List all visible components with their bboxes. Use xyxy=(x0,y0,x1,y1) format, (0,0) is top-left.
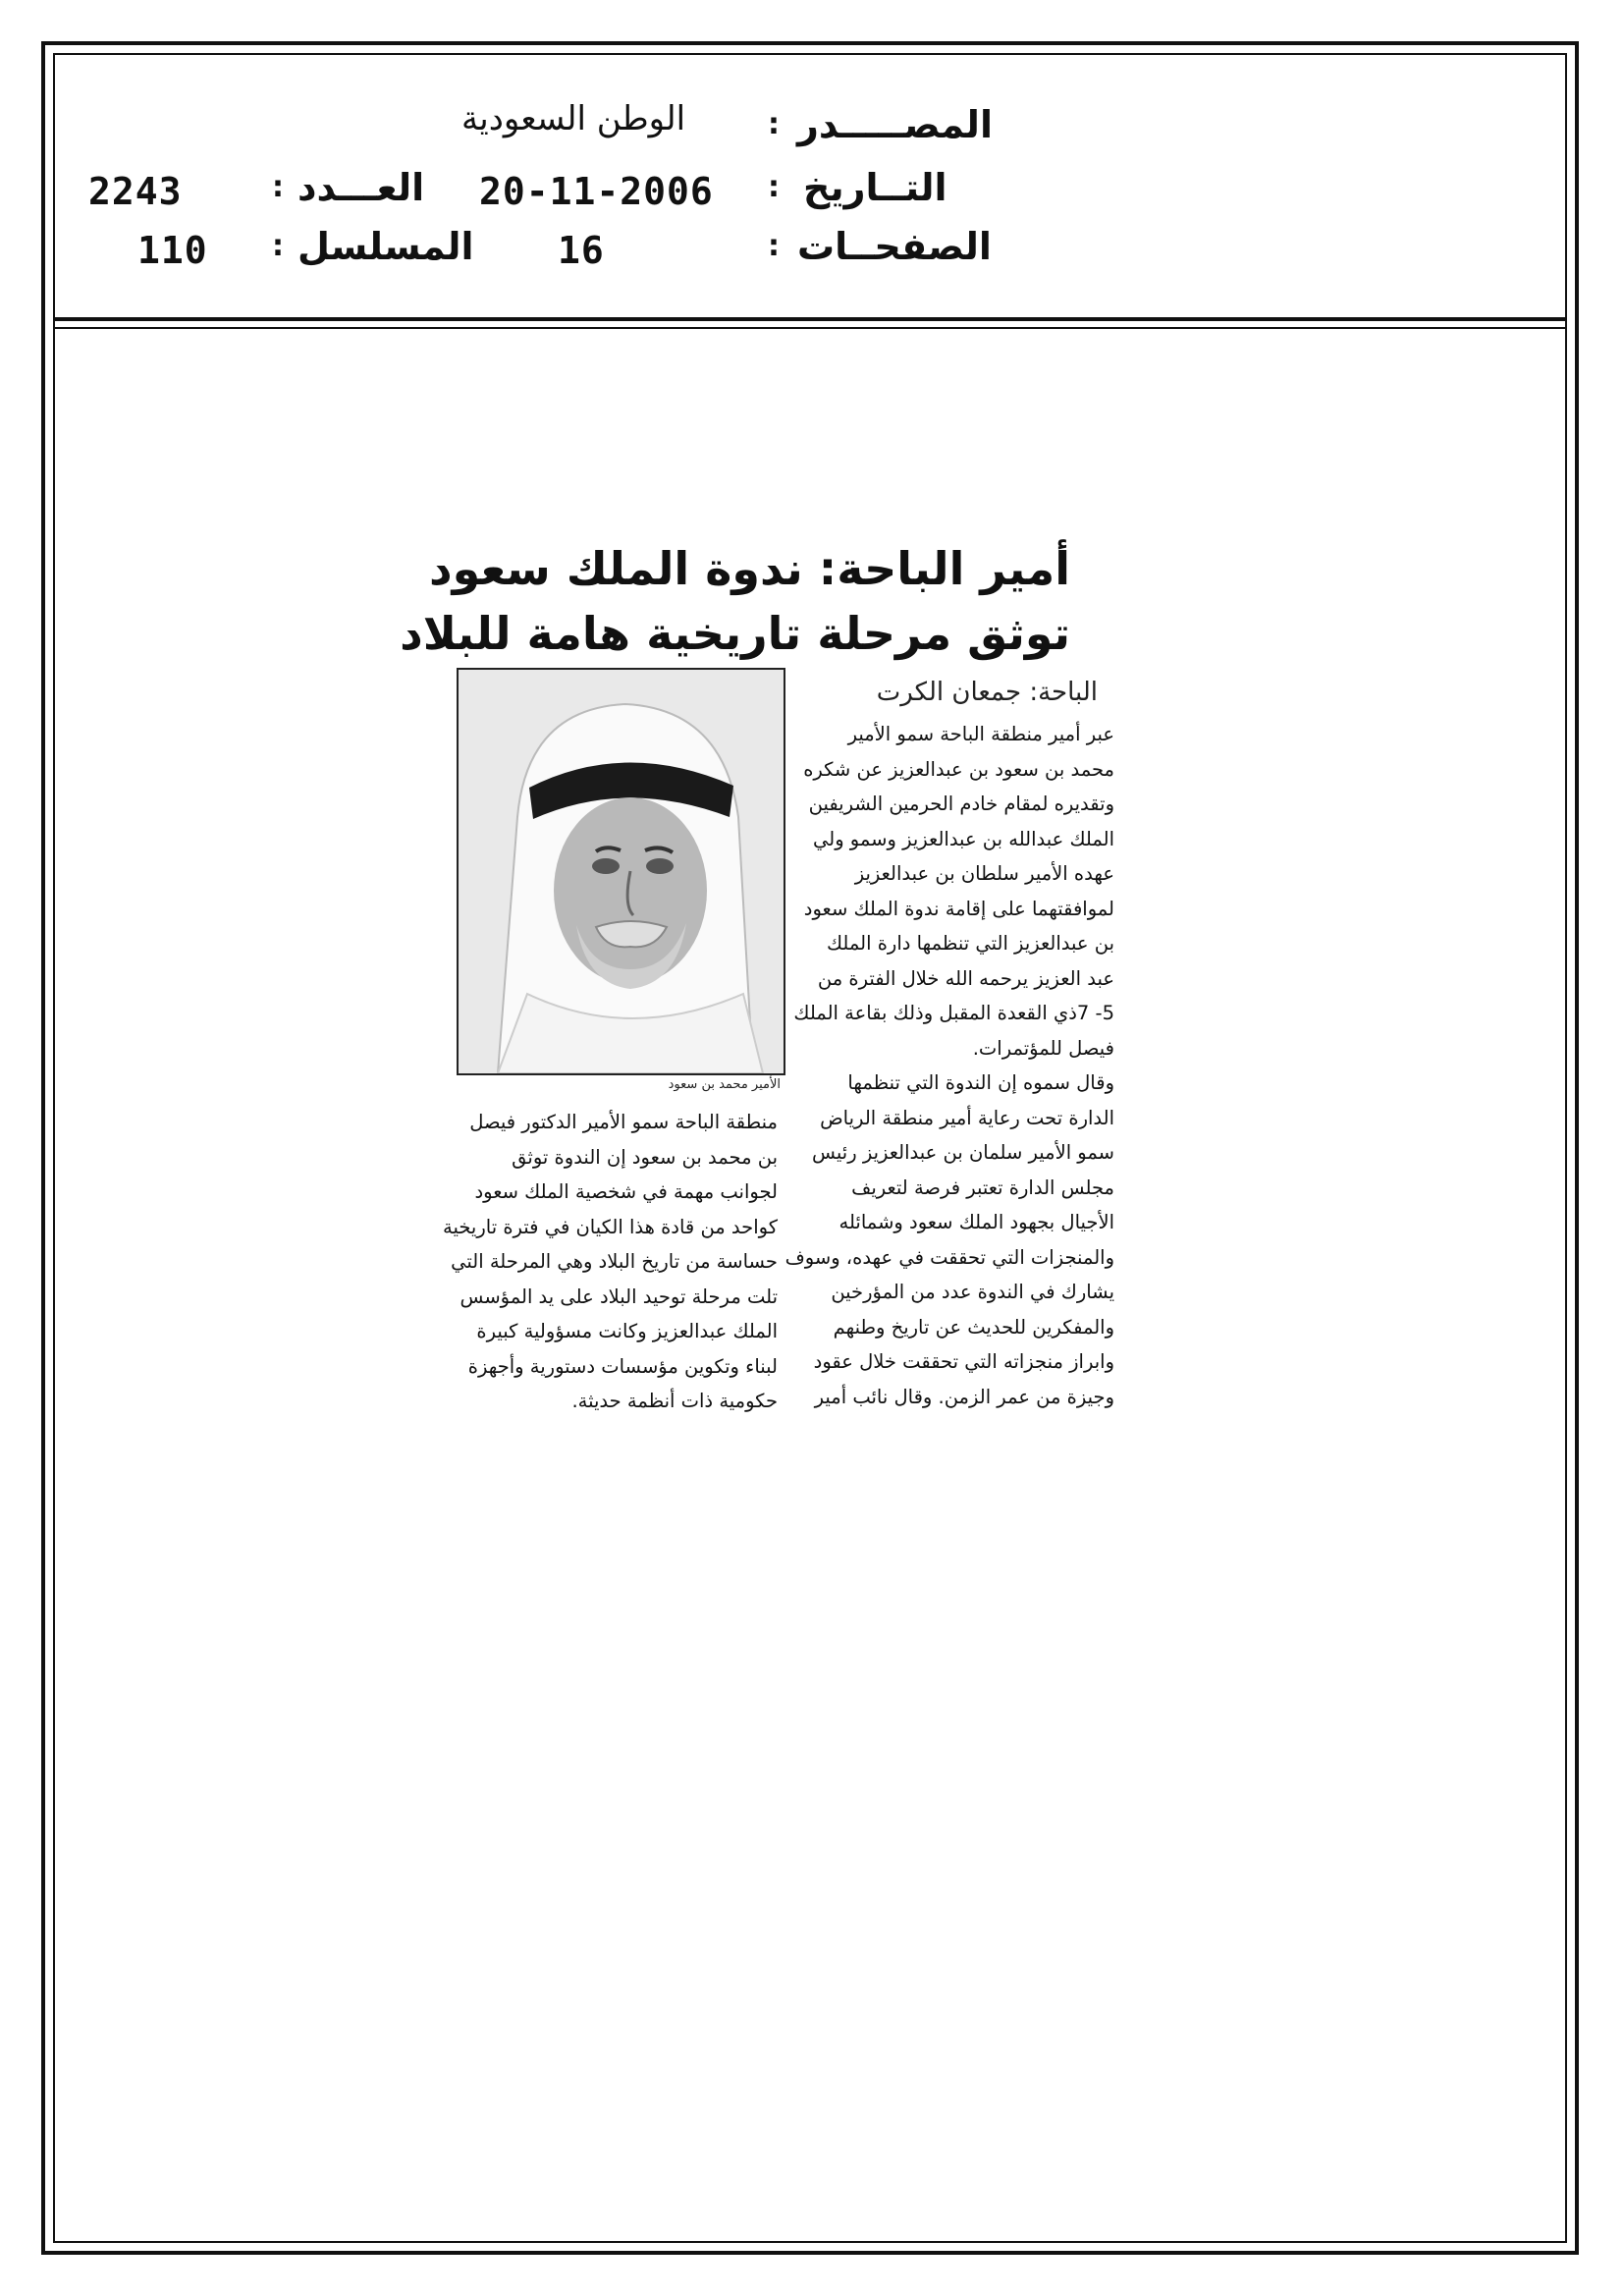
serial-colon: : xyxy=(272,229,284,263)
serial-value: 110 xyxy=(137,229,208,272)
column-line: حكومية ذات أنظمة حديثة. xyxy=(571,1390,778,1412)
source-value: الوطن السعودية xyxy=(461,99,686,138)
article-column-left xyxy=(442,1105,778,1419)
column-line: الملك عبدالعزيز وكانت مسؤولية كبيرة xyxy=(476,1320,778,1342)
pages-colon: : xyxy=(768,229,780,263)
column-line: كواحد من قادة هذا الكيان في فترة تاريخية xyxy=(442,1215,778,1238)
photo-caption: الأمير محمد بن سعود xyxy=(668,1077,781,1092)
column-line: لبناء وتكوين مؤسسات دستورية وأجهزة xyxy=(467,1354,778,1378)
column-line: عبر أمير منطقة الباحة سمو الأمير xyxy=(847,723,1114,745)
article-title-line1: أمير الباحة: ندوة الملك سعود xyxy=(429,542,1070,595)
column-line: بن عبدالعزيز التي تنظمها دارة الملك xyxy=(827,932,1114,955)
article-column-right xyxy=(784,717,1114,1414)
column-line: الملك عبدالله بن عبدالعزيز وسمو ولي xyxy=(813,827,1114,850)
column-line: وجيزة من عمر الزمن. وقال نائب أمير xyxy=(814,1385,1114,1408)
column-line: فيصل للمؤتمرات. xyxy=(972,1036,1114,1060)
column-line: بن محمد بن سعود إن الندوة توثق xyxy=(512,1145,778,1169)
column-line: حساسة من تاريخ البلاد وهي المرحلة التي xyxy=(451,1250,778,1273)
column-line: الأجيال بجهود الملك سعود وشمائله xyxy=(839,1211,1114,1233)
column-line: عبد العزيز يرحمه الله خلال الفترة من xyxy=(817,966,1114,990)
issue-value: 2243 xyxy=(88,170,183,213)
header-divider-thick xyxy=(53,317,1567,321)
column-line: الدارة تحت رعاية أمير منطقة الرياض xyxy=(820,1106,1114,1129)
portrait-image xyxy=(459,670,784,1073)
source-label: المصـــــدر xyxy=(797,103,993,146)
article-byline: الباحة: جمعان الكرت xyxy=(876,678,1098,707)
column-line: والمنجزات التي تحققت في عهده، وسوف xyxy=(784,1245,1114,1269)
pages-label: الصفحــات xyxy=(797,225,992,268)
column-line: وابراز منجزاته التي تحققت خلال عقود xyxy=(813,1350,1114,1373)
column-line: عهده الأمير سلطان بن عبدالعزيز xyxy=(854,862,1114,885)
column-line: لموافقتهما على إقامة ندوة الملك سعود xyxy=(803,897,1114,920)
header-divider-thin xyxy=(53,327,1567,329)
issue-label: العـــدد xyxy=(298,166,425,209)
article-photo xyxy=(457,668,785,1075)
column-line: يشارك في الندوة عدد من المؤرخين xyxy=(831,1281,1114,1303)
column-line: 5- 7ذي القعدة المقبل وذلك بقاعة الملك xyxy=(793,1002,1114,1024)
column-line: لجوانب مهمة في شخصية الملك سعود xyxy=(474,1180,778,1203)
issue-colon: : xyxy=(272,170,284,204)
column-line: مجلس الدارة تعتبر فرصة لتعريف xyxy=(851,1175,1114,1199)
column-line: سمو الأمير سلمان بن عبدالعزيز رئيس xyxy=(812,1141,1114,1164)
article-title-line2: توثق مرحلة تاريخية هامة للبلاد xyxy=(400,607,1070,660)
date-label: التــاريخ xyxy=(803,166,947,209)
pages-value: 16 xyxy=(558,229,605,272)
column-line: وقال سموه إن الندوة التي تنظمها xyxy=(847,1071,1114,1094)
serial-label: المسلسل xyxy=(298,225,474,268)
column-line: تلت مرحلة توحيد البلاد على يد المؤسس xyxy=(460,1285,778,1308)
column-line: والمفكرين للحديث عن تاريخ وطنهم xyxy=(833,1315,1114,1339)
source-colon: : xyxy=(768,107,780,141)
column-line: محمد بن سعود بن عبدالعزيز عن شكره xyxy=(803,757,1114,781)
date-value: 20-11-2006 xyxy=(479,170,714,213)
column-line: منطقة الباحة سمو الأمير الدكتور فيصل xyxy=(469,1111,778,1133)
date-colon: : xyxy=(768,170,780,204)
column-line: وتقديره لمقام خادم الحرمين الشريفين xyxy=(808,793,1114,815)
